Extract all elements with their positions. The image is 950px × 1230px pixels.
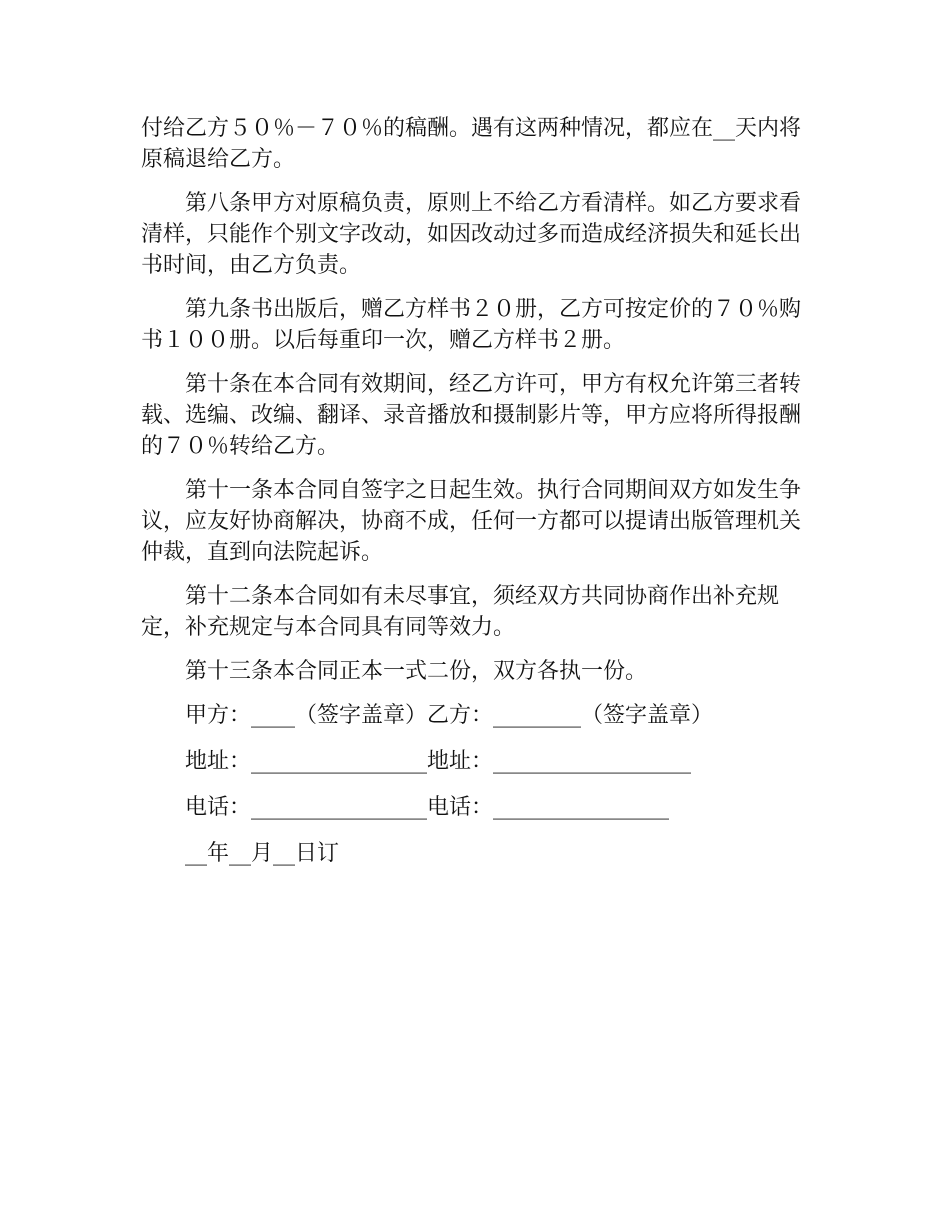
- paragraph-article-8: 第八条甲方对原稿负责，原则上不给乙方看清样。如乙方要求看清样，只能作个别文字改动，如因改动过多而造成经济损失和延长出书时间，由乙方负责。: [141, 191, 802, 278]
- paragraph-article-10: 第十条在本合同有效期间，经乙方许可，甲方有权允许第三者转载、选编、改编、翻译、录音播放和摄制影片等，甲方应将所得报酬的７０％转给乙方。: [141, 372, 802, 459]
- paragraph-continuation: 付给乙方５０％－７０％的稿酬。遇有这两种情况，都应在__天内将原稿退给乙方。: [141, 116, 802, 172]
- signature-date-line: __年__月__日订: [185, 841, 340, 866]
- signature-phone-line: 电话：________________电话：________________: [185, 795, 670, 820]
- signature-parties-line: 甲方：____（签字盖章）乙方：________（签字盖章）: [185, 703, 714, 728]
- paragraph-article-9: 第九条书出版后，赠乙方样书２０册，乙方可按定价的７０％购书１００册。以后每重印一次，赠乙方样书２册。: [141, 297, 802, 353]
- document-body: [141, 113, 811, 884]
- signature-address-line: 地址：________________地址：__________________: [185, 749, 692, 774]
- paragraph-article-13: 第十三条本合同正本一式二份，双方各执一份。: [185, 659, 648, 684]
- paragraph-article-12: 第十二条本合同如有未尽事宜，须经双方共同协商作出补充规定，补充规定与本合同具有同等效力。: [141, 584, 780, 640]
- paragraph-article-11: 第十一条本合同自签字之日起生效。执行合同期间双方如发生争议，应友好协商解决，协商不成，任何一方都可以提请出版管理机关仲裁，直到向法院起诉。: [141, 478, 802, 565]
